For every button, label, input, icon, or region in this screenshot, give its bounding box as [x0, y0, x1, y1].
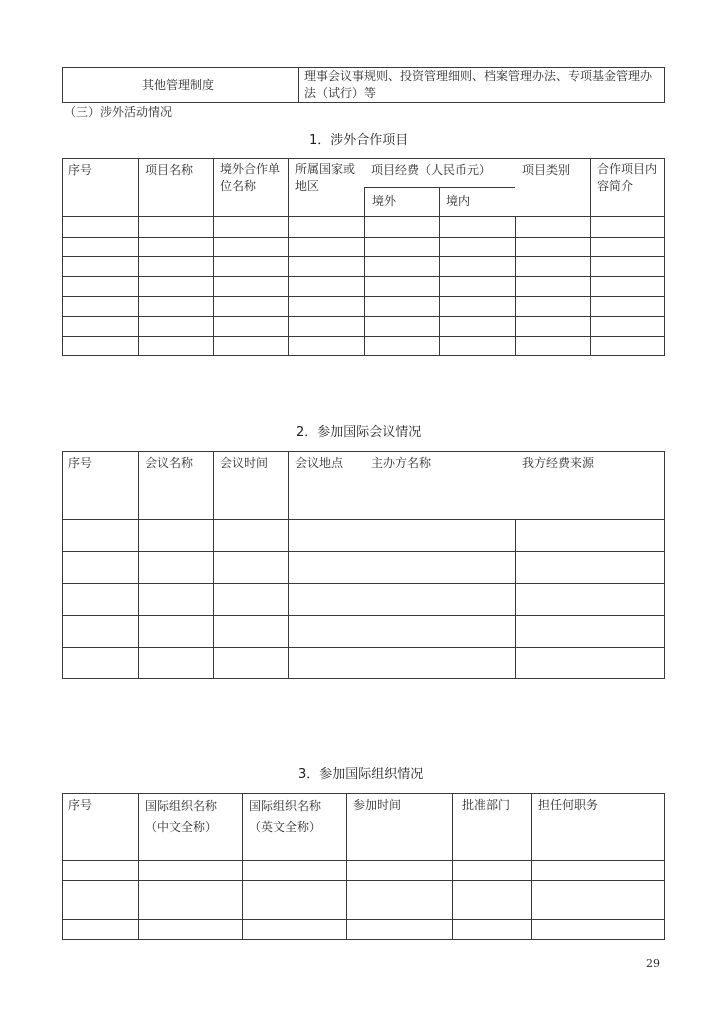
- page-number: 29: [646, 957, 660, 970]
- table3-header-position: 担任何职务: [538, 798, 599, 812]
- table2-hline: [62, 615, 665, 616]
- table1-vline: [664, 158, 665, 356]
- top-table-left-cell: 其他管理制度: [142, 78, 215, 92]
- table3-hline: [62, 939, 665, 940]
- table2-vline: [515, 519, 516, 679]
- table2-hline: [62, 678, 665, 679]
- table2-hline: [62, 583, 665, 584]
- table3-title: 3．参加国际组织情况: [298, 767, 424, 782]
- table1-header-category: 项目类别: [522, 163, 571, 177]
- top-table-border-left: [62, 67, 63, 103]
- table1-title: 1．涉外合作项目: [309, 133, 409, 148]
- table2-hline: [62, 551, 665, 552]
- table1-hline: [62, 158, 665, 159]
- table1-header-funding-overseas: 境外: [372, 194, 397, 208]
- table2-header-funding-source: 我方经费来源: [522, 456, 595, 470]
- table3-vline: [138, 793, 139, 940]
- table1-vline: [515, 216, 516, 356]
- table2-vline: [62, 451, 63, 679]
- table3-hline: [62, 919, 665, 920]
- table1-vline: [439, 187, 440, 356]
- table3-header-org-name-en: 国际组织名称（英文全称）: [249, 799, 322, 834]
- top-table-border-right: [664, 67, 665, 103]
- top-table-divider: [298, 67, 299, 103]
- table3-header-approver: 批准部门: [462, 798, 511, 812]
- table2-header-meeting-place: 会议地点: [295, 456, 344, 470]
- table2-hline: [62, 647, 665, 648]
- table1-header-project-name: 项目名称: [145, 163, 194, 177]
- table3-vline: [62, 793, 63, 940]
- table2-header-host: 主办方名称: [371, 456, 432, 470]
- table2-title: 2．参加国际会议情况: [296, 425, 422, 440]
- table3-vline: [452, 793, 453, 940]
- table2-header-index: 序号: [68, 456, 93, 470]
- table1-vline: [213, 158, 214, 356]
- table3-vline: [242, 793, 243, 940]
- table1-header-country: 所属国家或地区: [295, 162, 356, 193]
- table1-header-index: 序号: [68, 163, 93, 177]
- table1-header-summary: 合作项目内容简介: [597, 162, 658, 193]
- table3-vline: [531, 793, 532, 940]
- section-title: （三）涉外活动情况: [64, 105, 173, 119]
- table3-header-join-time: 参加时间: [353, 798, 402, 812]
- top-table-border-bottom: [62, 102, 665, 103]
- table1-vline: [364, 187, 365, 356]
- table2-vline: [213, 451, 214, 679]
- table2-hline: [62, 451, 665, 452]
- table3-header-org-name-cn: 国际组织名称（中文全称）: [145, 799, 218, 834]
- table3-hline: [62, 793, 665, 794]
- table2-vline: [288, 451, 289, 679]
- top-table-right-cell: 理事会议事规则、投资管理细则、档案管理办法、专项基金管理办法（试行）等: [304, 69, 653, 100]
- table1-vline: [62, 158, 63, 356]
- table2-vline: [138, 451, 139, 679]
- table3-hline: [62, 860, 665, 861]
- table2-header-meeting-time: 会议时间: [220, 456, 269, 470]
- table1-header-funding: 项目经费（人民币元）: [371, 163, 492, 177]
- table3-hline: [62, 880, 665, 881]
- table2-header-meeting-name: 会议名称: [145, 456, 194, 470]
- table1-vline: [138, 158, 139, 356]
- table1-header-funding-domestic: 境内: [446, 194, 471, 208]
- table3-header-index: 序号: [68, 798, 93, 812]
- table1-vline: [590, 158, 591, 356]
- table1-vline: [288, 158, 289, 356]
- table2-hline: [62, 519, 665, 520]
- table3-vline: [664, 793, 665, 940]
- table1-header-partner: 境外合作单位名称: [220, 162, 281, 193]
- table2-vline: [664, 451, 665, 679]
- table3-vline: [346, 793, 347, 940]
